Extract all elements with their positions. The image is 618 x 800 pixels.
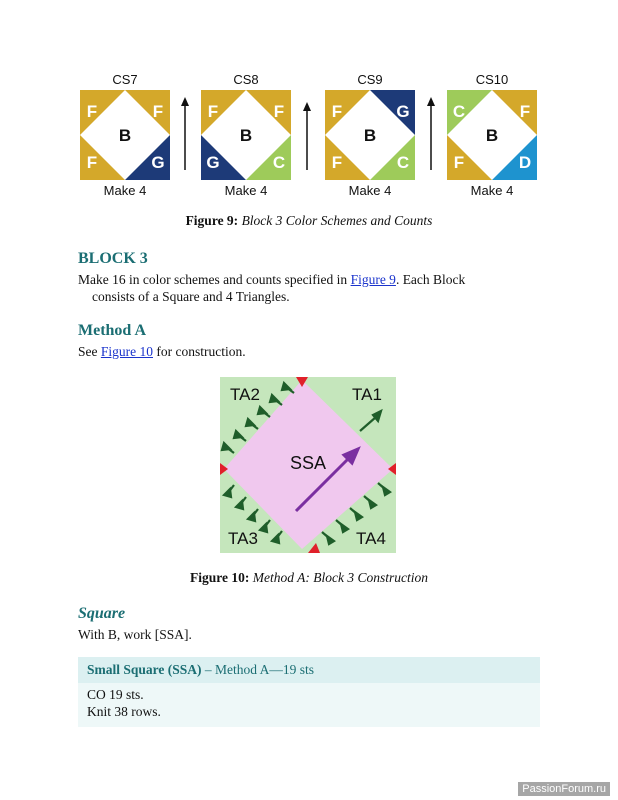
figure-10-caption-text: Method A: Block 3 Construction [252, 570, 428, 585]
ta2-label: TA2 [230, 385, 260, 404]
figure-10-link[interactable]: Figure 10 [100, 344, 153, 359]
corner-label-bl: F [86, 153, 98, 172]
figure-9-caption-label: Figure 9: [185, 213, 239, 228]
method-a-heading: Method A [78, 322, 146, 339]
figure-9-link[interactable]: Figure 9 [350, 272, 396, 287]
block3-heading: BLOCK 3 [78, 250, 148, 267]
corner-label-bl: F [331, 153, 343, 172]
block3-text [78, 271, 540, 305]
method-a-text-post: for construction. [156, 344, 246, 359]
ta4-label: TA4 [356, 529, 386, 548]
up-arrow-icon [427, 97, 435, 170]
block3-text-line1 [78, 271, 465, 288]
make-count: Make 4 [103, 183, 147, 198]
figure-9-caption [0, 213, 618, 229]
corner-label-bl: F [453, 153, 465, 172]
ta3-label: TA3 [228, 529, 258, 548]
up-arrow-icon [303, 102, 311, 170]
corner-label-tr: G [396, 102, 410, 121]
pattern-title-rest: – Method A—19 sts [204, 662, 315, 677]
corner-label-tl: F [331, 102, 343, 121]
pattern-box [78, 657, 540, 727]
block3-text-line2: consists of a Square and 4 Triangles. [92, 289, 290, 304]
corner-label-br: D [518, 153, 532, 172]
center-label: B [239, 126, 253, 145]
center-label: B [485, 126, 499, 145]
figure-10-caption-label: Figure 10: [190, 570, 250, 585]
figure-9-arrows [0, 0, 618, 210]
pattern-box-header [78, 657, 540, 683]
block3-text-pre: Make 16 in color schemes and counts specified in [78, 272, 348, 287]
method-a-text [78, 343, 246, 360]
square-text: With B, work [SSA]. [78, 627, 192, 642]
figure-10-caption [0, 570, 618, 586]
pattern-title-bold: Small Square (SSA) [87, 662, 202, 677]
corner-label-br: C [396, 153, 410, 172]
corner-label-bl: G [206, 153, 220, 172]
block3-text-post: . Each Block [395, 272, 466, 287]
corner-label-tl: F [86, 102, 98, 121]
center-label: B [363, 126, 377, 145]
square-heading: Square [78, 605, 126, 622]
corner-label-tl: F [207, 102, 219, 121]
corner-label-br: G [151, 153, 165, 172]
pattern-line-2: Knit 38 rows. [87, 704, 161, 719]
color-scheme-name: CS7 [112, 72, 138, 87]
make-count: Make 4 [348, 183, 392, 198]
corner-label-tr: F [519, 102, 531, 121]
corner-label-br: C [272, 153, 286, 172]
color-scheme-name: CS8 [233, 72, 259, 87]
center-label: B [118, 126, 132, 145]
corner-label-tr: F [152, 102, 164, 121]
corner-label-tl: C [452, 102, 466, 121]
color-scheme-name: CS9 [357, 72, 383, 87]
pattern-line-1: CO 19 sts. [87, 687, 144, 702]
make-count: Make 4 [224, 183, 268, 198]
pattern-box-body [78, 683, 540, 727]
figure-10-diagram [220, 377, 396, 553]
corner-label-tr: F [273, 102, 285, 121]
make-count: Make 4 [470, 183, 514, 198]
ta1-label: TA1 [352, 385, 382, 404]
watermark: PassionForum.ru [518, 782, 610, 796]
method-a-text-pre: See [78, 344, 98, 359]
up-arrow-icon [181, 97, 189, 170]
figure-9-caption-text: Block 3 Color Schemes and Counts [241, 213, 433, 228]
color-scheme-name: CS10 [475, 72, 509, 87]
ssa-label: SSA [290, 453, 327, 473]
